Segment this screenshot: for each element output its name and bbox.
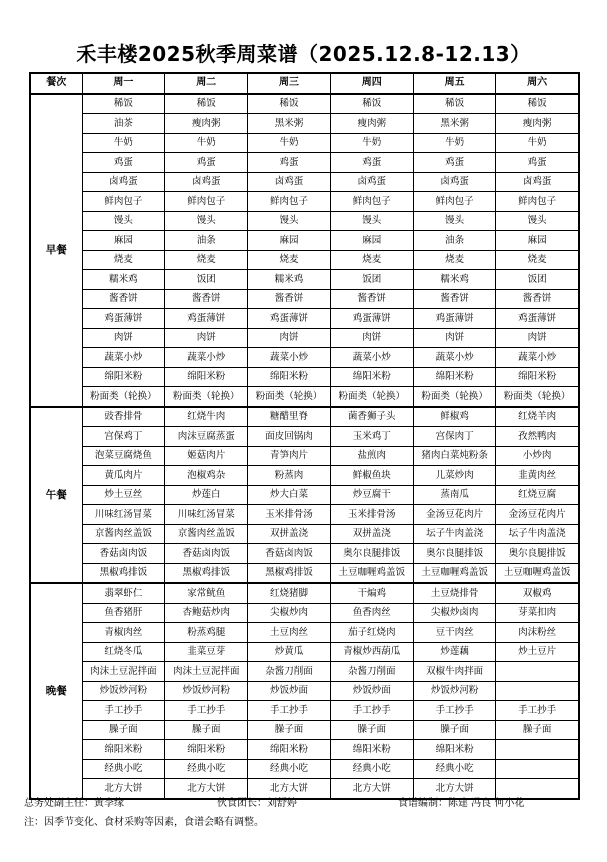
menu-cell: 牛奶: [496, 133, 579, 153]
menu-cell: 手工抄手: [248, 701, 331, 721]
header-row: [30, 73, 579, 94]
menu-cell: 红烧豆腐: [496, 485, 579, 505]
menu-cell: 糯米鸡: [82, 270, 165, 290]
menu-table-body: [30, 94, 579, 799]
menu-cell: 麻园: [82, 231, 165, 251]
menu-cell: 油条: [165, 231, 248, 251]
menu-cell: 绵阳米粉: [165, 740, 248, 760]
menu-cell: 鲜肉包子: [82, 192, 165, 212]
menu-cell: 北方大饼: [413, 779, 496, 799]
menu-cell: 牛奶: [248, 133, 331, 153]
menu-cell: 蔬菜小炒: [248, 348, 331, 368]
menu-cell: 鲜肉包子: [496, 192, 579, 212]
menu-cell: 玉米排骨汤: [248, 505, 331, 525]
menu-cell: 蔬菜小炒: [413, 348, 496, 368]
day-header: 周三: [248, 73, 331, 94]
menu-cell: 韭菜豆芽: [165, 642, 248, 662]
menu-cell: 馒头: [82, 211, 165, 231]
table-row: [30, 427, 579, 447]
menu-cell: 烧麦: [330, 250, 413, 270]
menu-cell: 油茶: [82, 114, 165, 134]
menu-cell: 绵阳米粉: [330, 740, 413, 760]
day-header: 周一: [82, 73, 165, 94]
menu-cell: 绵阳米粉: [82, 740, 165, 760]
menu-cell: 鸡蛋薄饼: [165, 309, 248, 329]
menu-cell: 粉面类（轮换）: [496, 387, 579, 407]
table-row: [30, 94, 579, 114]
menu-cell: 绵阳米粉: [330, 367, 413, 387]
day-header: 周四: [330, 73, 413, 94]
menu-cell: 蔬菜小炒: [496, 348, 579, 368]
menu-cell: 鸡蛋薄饼: [82, 309, 165, 329]
menu-cell: 翡翠虾仁: [82, 583, 165, 603]
menu-cell: 鲜肉包子: [330, 192, 413, 212]
menu-cell: 粉面类（轮换）: [165, 387, 248, 407]
menu-cell: 绵阳米粉: [165, 367, 248, 387]
table-row: [30, 289, 579, 309]
menu-cell: 北方大饼: [330, 779, 413, 799]
menu-cell: 糯米鸡: [248, 270, 331, 290]
table-row: [30, 328, 579, 348]
menu-cell: [496, 681, 579, 701]
table-row: [30, 133, 579, 153]
menu-cell: 手工抄手: [496, 701, 579, 721]
menu-cell: 牛奶: [82, 133, 165, 153]
menu-cell: [496, 759, 579, 779]
menu-cell: 酱香饼: [82, 289, 165, 309]
menu-cell: 粉面类（轮换）: [82, 387, 165, 407]
menu-cell: 糯米鸡: [413, 270, 496, 290]
menu-cell: 手工抄手: [165, 701, 248, 721]
menu-cell: 绵阳米粉: [82, 367, 165, 387]
table-row: [30, 720, 579, 740]
menu-cell: 猪肉白菜炖粉条: [413, 446, 496, 466]
menu-cell: 川味红汤冒菜: [165, 505, 248, 525]
menu-cell: 干煸鸡: [330, 583, 413, 603]
table-row: [30, 309, 579, 329]
page-title: 禾丰楼2025秋季周菜谱（2025.12.8-12.13）: [76, 42, 531, 66]
menu-cell: 烧麦: [496, 250, 579, 270]
table-row: [30, 211, 579, 231]
menu-cell: 臊子面: [165, 720, 248, 740]
menu-cell: 茄子红烧肉: [330, 623, 413, 643]
menu-cell: 肉沫土豆泥拌面: [165, 662, 248, 682]
menu-cell: 鸡蛋: [330, 153, 413, 173]
menu-cell: 肉饼: [330, 328, 413, 348]
table-row: [30, 505, 579, 525]
menu-cell: 青笋肉片: [248, 446, 331, 466]
menu-cell: 尖椒炒卤肉: [413, 603, 496, 623]
corner-header: 餐次: [30, 73, 82, 94]
note-text: 注：因季节变化、食材采购等因素，食谱会略有调整。: [24, 817, 264, 828]
menu-cell: 经典小吃: [413, 759, 496, 779]
menu-cell: 肉饼: [248, 328, 331, 348]
table-row: [30, 623, 579, 643]
menu-cell: 鱼香猪肝: [82, 603, 165, 623]
menu-cell: 炒大白菜: [248, 485, 331, 505]
menu-cell: 炒饭炒面: [248, 681, 331, 701]
menu-cell: 瘦肉粥: [496, 114, 579, 134]
menu-cell: 馒头: [330, 211, 413, 231]
menu-cell: 蔬菜小炒: [165, 348, 248, 368]
menu-cell: 手工抄手: [413, 701, 496, 721]
menu-cell: 面皮回锅肉: [248, 427, 331, 447]
table-row: [30, 466, 579, 486]
menu-cell: 京酱肉丝盖饭: [165, 524, 248, 544]
meal-label: 晚餐: [30, 583, 82, 799]
footer-menu-makers: 食谱编制：陈建 冯良 何小花: [398, 798, 525, 809]
menu-cell: 经典小吃: [165, 759, 248, 779]
menu-cell: 土豆咖喱鸡盖饭: [413, 563, 496, 583]
menu-cell: 黑椒鸡排饭: [248, 563, 331, 583]
menu-cell: 香菇卤肉饭: [82, 544, 165, 564]
menu-cell: 馒头: [496, 211, 579, 231]
menu-cell: 豆干肉丝: [413, 623, 496, 643]
menu-cell: 鲜肉包子: [413, 192, 496, 212]
menu-cell: 北方大饼: [165, 779, 248, 799]
menu-cell: 鸡蛋: [248, 153, 331, 173]
menu-cell: 杂酱刀削面: [330, 662, 413, 682]
menu-cell: 青椒肉丝: [82, 623, 165, 643]
menu-cell: 鸡蛋: [82, 153, 165, 173]
menu-cell: 烧麦: [165, 250, 248, 270]
menu-cell: 泡椒鸡杂: [165, 466, 248, 486]
menu-cell: 泡菜豆腐烧鱼: [82, 446, 165, 466]
menu-cell: 酱香饼: [496, 289, 579, 309]
menu-cell: 稀饭: [413, 94, 496, 114]
menu-cell: 青椒炒西葫瓜: [330, 642, 413, 662]
menu-cell: 臊子面: [496, 720, 579, 740]
menu-cell: 手工抄手: [330, 701, 413, 721]
menu-cell: 土豆肉丝: [248, 623, 331, 643]
table-row: [30, 407, 579, 427]
table-row: [30, 250, 579, 270]
menu-cell: 双椒鸡: [496, 583, 579, 603]
menu-cell: 炒莲藕: [413, 642, 496, 662]
menu-cell: 土豆咖喱鸡盖饭: [330, 563, 413, 583]
meal-label: 午餐: [30, 407, 82, 584]
menu-cell: 炒饭炒河粉: [82, 681, 165, 701]
menu-cell: 饭团: [165, 270, 248, 290]
menu-cell: 鲜椒鸡: [413, 407, 496, 427]
menu-cell: 鸡蛋薄饼: [413, 309, 496, 329]
menu-cell: 肉沫粉丝: [496, 623, 579, 643]
menu-cell: 坛子牛肉盖浇: [496, 524, 579, 544]
menu-cell: 肉沫土豆泥拌面: [82, 662, 165, 682]
footer-director: 总务处副主任：黄李缘: [24, 798, 124, 809]
table-row: [30, 759, 579, 779]
table-row: [30, 662, 579, 682]
menu-cell: 粉面类（轮换）: [413, 387, 496, 407]
menu-cell: 双拼盖浇: [330, 524, 413, 544]
table-row: [30, 270, 579, 290]
menu-cell: 宫保肉丁: [413, 427, 496, 447]
menu-cell: 绵阳米粉: [496, 367, 579, 387]
menu-cell: 鲜椒鱼块: [330, 466, 413, 486]
menu-cell: 豉香排骨: [82, 407, 165, 427]
menu-cell: 酱香饼: [165, 289, 248, 309]
menu-cell: 酱香饼: [248, 289, 331, 309]
menu-cell: 鲜肉包子: [165, 192, 248, 212]
menu-cell: 卤鸡蛋: [248, 172, 331, 192]
menu-cell: 黄瓜肉片: [82, 466, 165, 486]
menu-cell: 奥尔良腿排饭: [413, 544, 496, 564]
menu-cell: 稀饭: [165, 94, 248, 114]
menu-cell: 卤鸡蛋: [330, 172, 413, 192]
menu-cell: 蒸南瓜: [413, 485, 496, 505]
menu-cell: 瘦肉粥: [330, 114, 413, 134]
day-header: 周五: [413, 73, 496, 94]
menu-cell: 炒土豆丝: [82, 485, 165, 505]
menu-cell: 鸡蛋薄饼: [330, 309, 413, 329]
menu-cell: 北方大饼: [82, 779, 165, 799]
table-row: [30, 387, 579, 407]
menu-cell: 麻园: [496, 231, 579, 251]
menu-cell: 绵阳米粉: [248, 367, 331, 387]
menu-cell: 鱼香肉丝: [330, 603, 413, 623]
menu-cell: 粉蒸肉: [248, 466, 331, 486]
menu-cell: 红烧牛肉: [165, 407, 248, 427]
menu-cell: 宫保鸡丁: [82, 427, 165, 447]
day-header: 周六: [496, 73, 579, 94]
menu-cell: 经典小吃: [248, 759, 331, 779]
menu-cell: 尖椒炒肉: [248, 603, 331, 623]
menu-cell: 稀饭: [248, 94, 331, 114]
table-row: [30, 485, 579, 505]
menu-cell: 绵阳米粉: [248, 740, 331, 760]
menu-cell: 鸡蛋: [496, 153, 579, 173]
menu-cell: 黑椒鸡排饭: [165, 563, 248, 583]
menu-cell: 小炒肉: [496, 446, 579, 466]
menu-cell: 杏鲍菇炒肉: [165, 603, 248, 623]
menu-cell: 儿菜炒肉: [413, 466, 496, 486]
table-row: [30, 192, 579, 212]
table-row: [30, 740, 579, 760]
table-row: [30, 153, 579, 173]
menu-cell: 烧麦: [248, 250, 331, 270]
menu-cell: 肉饼: [496, 328, 579, 348]
menu-cell: 卤鸡蛋: [413, 172, 496, 192]
menu-cell: 芽菜扣肉: [496, 603, 579, 623]
menu-cell: 卤鸡蛋: [165, 172, 248, 192]
menu-cell: 肉饼: [165, 328, 248, 348]
menu-cell: 馒头: [248, 211, 331, 231]
menu-cell: 北方大饼: [248, 779, 331, 799]
menu-cell: 馒头: [413, 211, 496, 231]
menu-cell: 稀饭: [82, 94, 165, 114]
menu-cell: 坛子牛肉盖浇: [413, 524, 496, 544]
menu-cell: 炒黄瓜: [248, 642, 331, 662]
menu-cell: 饭团: [330, 270, 413, 290]
menu-cell: 稀饭: [496, 94, 579, 114]
menu-cell: [496, 662, 579, 682]
menu-cell: 经典小吃: [330, 759, 413, 779]
menu-cell: 黑米粥: [413, 114, 496, 134]
menu-cell: 臊子面: [82, 720, 165, 740]
menu-cell: 牛奶: [165, 133, 248, 153]
table-row: [30, 524, 579, 544]
footer-mess-officer: 伙食团长：刘舒婷: [217, 798, 297, 809]
meal-label: 早餐: [30, 94, 82, 407]
menu-cell: 饭团: [496, 270, 579, 290]
menu-cell: 玉米排骨汤: [330, 505, 413, 525]
menu-cell: 香菇卤肉饭: [165, 544, 248, 564]
menu-cell: 馒头: [165, 211, 248, 231]
menu-cell: 烧麦: [82, 250, 165, 270]
menu-cell: 鸡蛋: [165, 153, 248, 173]
menu-cell: 炒饭炒河粉: [413, 681, 496, 701]
menu-cell: 臊子面: [413, 720, 496, 740]
menu-cell: 牛奶: [330, 133, 413, 153]
menu-cell: 京酱肉丝盖饭: [82, 524, 165, 544]
menu-cell: 奥尔良腿排饭: [330, 544, 413, 564]
table-row: [30, 446, 579, 466]
menu-cell: 玉米鸡丁: [330, 427, 413, 447]
menu-cell: 酱香饼: [330, 289, 413, 309]
menu-cell: 稀饭: [330, 94, 413, 114]
menu-cell: 孜然鸭肉: [496, 427, 579, 447]
table-row: [30, 367, 579, 387]
menu-cell: 双拼盖浇: [248, 524, 331, 544]
menu-cell: 绵阳米粉: [413, 740, 496, 760]
menu-cell: 烧麦: [413, 250, 496, 270]
menu-cell: 韭黄肉丝: [496, 466, 579, 486]
table-row: [30, 348, 579, 368]
menu-cell: 经典小吃: [82, 759, 165, 779]
table-row: [30, 114, 579, 134]
menu-cell: 炒饭炒面: [330, 681, 413, 701]
menu-cell: 瘦肉粥: [165, 114, 248, 134]
menu-cell: 炒土豆片: [496, 642, 579, 662]
menu-cell: 金汤豆花肉片: [496, 505, 579, 525]
menu-cell: 粉面类（轮换）: [248, 387, 331, 407]
day-header: 周二: [165, 73, 248, 94]
menu-cell: 双椒牛肉拌面: [413, 662, 496, 682]
menu-cell: 鸡蛋薄饼: [248, 309, 331, 329]
menu-cell: 姬菇肉片: [165, 446, 248, 466]
menu-cell: 臊子面: [330, 720, 413, 740]
menu-cell: 肉饼: [82, 328, 165, 348]
table-row: [30, 642, 579, 662]
menu-cell: 菌香狮子头: [330, 407, 413, 427]
menu-cell: 蔬菜小炒: [330, 348, 413, 368]
menu-cell: 炒莲白: [165, 485, 248, 505]
menu-cell: 糖醋里脊: [248, 407, 331, 427]
menu-cell: 川味红汤冒菜: [82, 505, 165, 525]
menu-cell: 红烧冬瓜: [82, 642, 165, 662]
menu-cell: 奥尔良腿排饭: [496, 544, 579, 564]
menu-cell: 黑米粥: [248, 114, 331, 134]
table-row: [30, 231, 579, 251]
menu-cell: 家常鱿鱼: [165, 583, 248, 603]
menu-cell: 杂酱刀削面: [248, 662, 331, 682]
table-row: [30, 583, 579, 603]
menu-cell: 鸡蛋薄饼: [496, 309, 579, 329]
menu-cell: 鲜肉包子: [248, 192, 331, 212]
menu-cell: 酱香饼: [413, 289, 496, 309]
menu-cell: 炒饭炒河粉: [165, 681, 248, 701]
menu-cell: 卤鸡蛋: [82, 172, 165, 192]
menu-cell: 手工抄手: [82, 701, 165, 721]
menu-cell: 蔬菜小炒: [82, 348, 165, 368]
menu-cell: 香菇卤肉饭: [248, 544, 331, 564]
menu-cell: 粉面类（轮换）: [330, 387, 413, 407]
menu-cell: 粉蒸鸡腿: [165, 623, 248, 643]
menu-cell: 牛奶: [413, 133, 496, 153]
table-row: [30, 701, 579, 721]
menu-cell: 盐煎肉: [330, 446, 413, 466]
menu-table: [29, 72, 580, 800]
menu-cell: 肉饼: [413, 328, 496, 348]
menu-cell: 麻园: [248, 231, 331, 251]
table-row: [30, 681, 579, 701]
menu-cell: [496, 740, 579, 760]
menu-cell: 红烧羊肉: [496, 407, 579, 427]
menu-cell: 鸡蛋: [413, 153, 496, 173]
menu-cell: 绵阳米粉: [413, 367, 496, 387]
menu-cell: 土豆烧排骨: [413, 583, 496, 603]
menu-cell: 卤鸡蛋: [496, 172, 579, 192]
menu-cell: 炒豆腐干: [330, 485, 413, 505]
menu-cell: 油条: [413, 231, 496, 251]
menu-cell: 土豆咖喱鸡盖饭: [496, 563, 579, 583]
table-row: [30, 544, 579, 564]
menu-cell: 臊子面: [248, 720, 331, 740]
menu-cell: 金汤豆花肉片: [413, 505, 496, 525]
footer: [0, 794, 607, 810]
table-row: [30, 603, 579, 623]
menu-cell: 麻园: [330, 231, 413, 251]
menu-cell: 红烧猪脚: [248, 583, 331, 603]
menu-cell: 肉沫豆腐蒸蛋: [165, 427, 248, 447]
menu-cell: 黑椒鸡排饭: [82, 563, 165, 583]
table-row: [30, 172, 579, 192]
table-row: [30, 563, 579, 583]
